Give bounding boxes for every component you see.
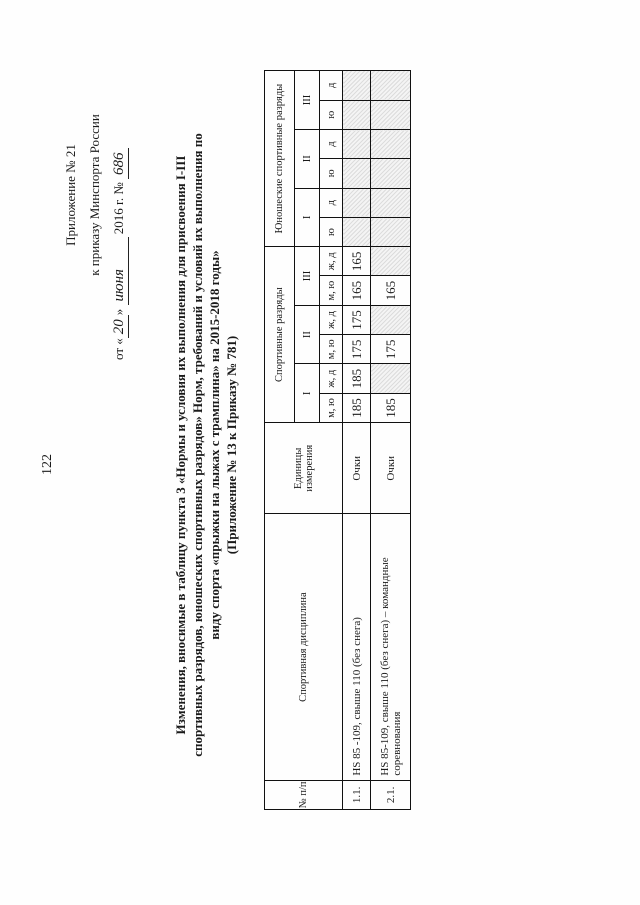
sub-female: ж, д [320, 305, 343, 334]
date-quote: » [111, 308, 126, 316]
appendix-line2: к приказу Минспорта России [87, 114, 102, 276]
title-line4: (Приложение № 13 к Приказу № 781) [224, 335, 239, 555]
youth-rank-III-header: III [295, 71, 320, 130]
sub-female: ж, д [320, 364, 343, 393]
cell-youth-shaded [371, 100, 411, 129]
row-discipline: HS 85-109, свыше 110 (без снега) – командные соревнования [371, 514, 411, 780]
sub-yu: ю [320, 100, 343, 129]
row-units: Очки [371, 423, 411, 514]
row-discipline: HS 85 -109, свыше 110 (без снега) [343, 514, 371, 780]
rank-I-header: I [295, 364, 320, 423]
cell-youth-shaded [371, 71, 411, 101]
sub-male: м, ю [320, 393, 343, 422]
cell-I-female: 185 [343, 364, 371, 393]
title-line3: виду спорта «прыжки на лыжах с трамплина» на 2015-2018 годы» [207, 250, 222, 640]
row-units: Очки [343, 423, 371, 514]
cell-youth-shaded [371, 217, 411, 246]
cell-youth-shaded [343, 129, 371, 158]
cell-youth-shaded [343, 71, 371, 101]
date-day: 20 [111, 315, 129, 338]
cell-II-female-shaded [371, 305, 411, 334]
date-prefix: от « [111, 338, 126, 360]
rank-III-header: III [295, 247, 320, 306]
sub-d: д [320, 129, 343, 158]
youth-rank-I-header: I [295, 188, 320, 247]
cell-I-male: 185 [343, 393, 371, 422]
norms-table [264, 70, 411, 810]
date-month: июня [111, 237, 129, 305]
cell-youth-shaded [343, 100, 371, 129]
cell-II-male: 175 [343, 335, 371, 364]
cell-youth-shaded [343, 159, 371, 188]
page-number: 122 [40, 454, 55, 475]
sub-male: м, ю [320, 276, 343, 305]
sub-d: д [320, 71, 343, 101]
sub-yu: ю [320, 159, 343, 188]
appendix-date-line [110, 30, 129, 360]
col-discipline-header: Спортивная дисциплина [265, 514, 343, 780]
cell-youth-shaded [371, 188, 411, 217]
row-num: 2.1. [371, 780, 411, 809]
date-year: 2016 г. № [111, 182, 126, 235]
cell-youth-shaded [371, 159, 411, 188]
title-line2: спортивных разрядов, юношеских спортивных разрядов» Норм, требований и условий их выполнения по [190, 133, 205, 757]
youth-ranks-header: Юношеские спортивные разряды [265, 71, 295, 247]
cell-I-female-shaded [371, 364, 411, 393]
appendix-line1: Приложение № 21 [63, 144, 78, 246]
sub-male: м, ю [320, 335, 343, 364]
cell-III-male: 165 [371, 276, 411, 305]
table-row [343, 71, 371, 810]
cell-III-male: 165 [343, 276, 371, 305]
cell-I-male: 185 [371, 393, 411, 422]
document-title [172, 105, 240, 785]
cell-III-female: 165 [343, 247, 371, 276]
sub-yu: ю [320, 217, 343, 246]
cell-II-female: 175 [343, 305, 371, 334]
cell-II-male: 175 [371, 335, 411, 364]
cell-youth-shaded [371, 129, 411, 158]
cell-youth-shaded [343, 188, 371, 217]
col-units-header: Единицы измерения [265, 423, 343, 514]
cell-youth-shaded [343, 217, 371, 246]
col-num-header: № п/п [265, 780, 343, 809]
order-number: 686 [111, 148, 129, 179]
table-row [371, 71, 411, 810]
rank-II-header: II [295, 305, 320, 364]
sport-ranks-header: Спортивные разряды [265, 247, 295, 423]
cell-III-female-shaded [371, 247, 411, 276]
sub-female: ж, д [320, 247, 343, 276]
sub-d: д [320, 188, 343, 217]
title-line1: Изменения, вносимые в таблицу пункта 3 «Нормы и условия их выполнения для присвоения I-III [173, 155, 188, 735]
row-num: 1.1. [343, 780, 371, 809]
youth-rank-II-header: II [295, 129, 320, 188]
